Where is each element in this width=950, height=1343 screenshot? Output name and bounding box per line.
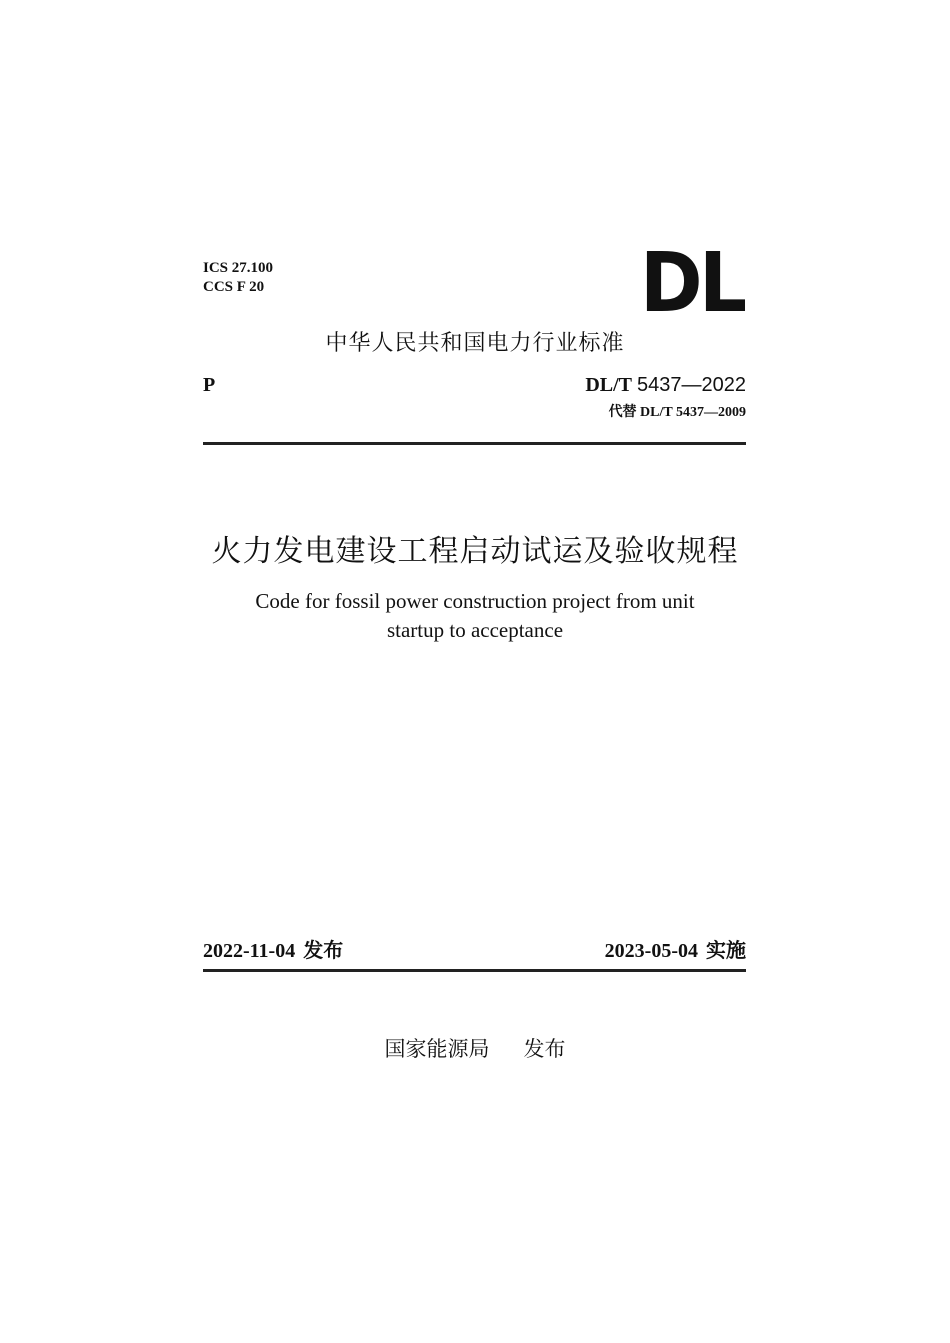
implementation-date-label: 实施 xyxy=(706,938,746,962)
implementation-date xyxy=(605,936,746,965)
bottom-divider xyxy=(203,969,746,972)
standard-category: 中华人民共和国电力行业标准 xyxy=(325,331,625,356)
publisher-name: 国家能源局 xyxy=(384,1037,490,1061)
dl-logo: DL xyxy=(640,236,744,331)
publisher-action: 发布 xyxy=(523,1037,566,1061)
classification-letter: P xyxy=(203,374,216,396)
standard-number xyxy=(585,372,746,398)
issue-date-label: 发布 xyxy=(303,938,344,962)
ccs-code: CCS F 20 xyxy=(203,279,265,295)
top-divider xyxy=(203,442,746,445)
ics-code: ICS 27.100 xyxy=(203,260,274,276)
title-english-line-1: Code for fossil power construction project from unit xyxy=(255,589,695,613)
issue-date-value: 2022-11-04 xyxy=(203,940,296,962)
replaces-standard: 代替 DL/T 5437—2009 xyxy=(608,405,746,420)
publisher xyxy=(0,1035,950,1063)
issue-date xyxy=(203,936,343,965)
title-english-line-2: startup to acceptance xyxy=(386,618,564,642)
standard-number-prefix: DL/T xyxy=(585,374,633,396)
standard-number-value: 5437—2022 xyxy=(637,374,746,396)
implementation-date-value: 2023-05-04 xyxy=(604,940,698,962)
title-chinese: 火力发电建设工程启动试运及验收规程 xyxy=(211,535,739,568)
